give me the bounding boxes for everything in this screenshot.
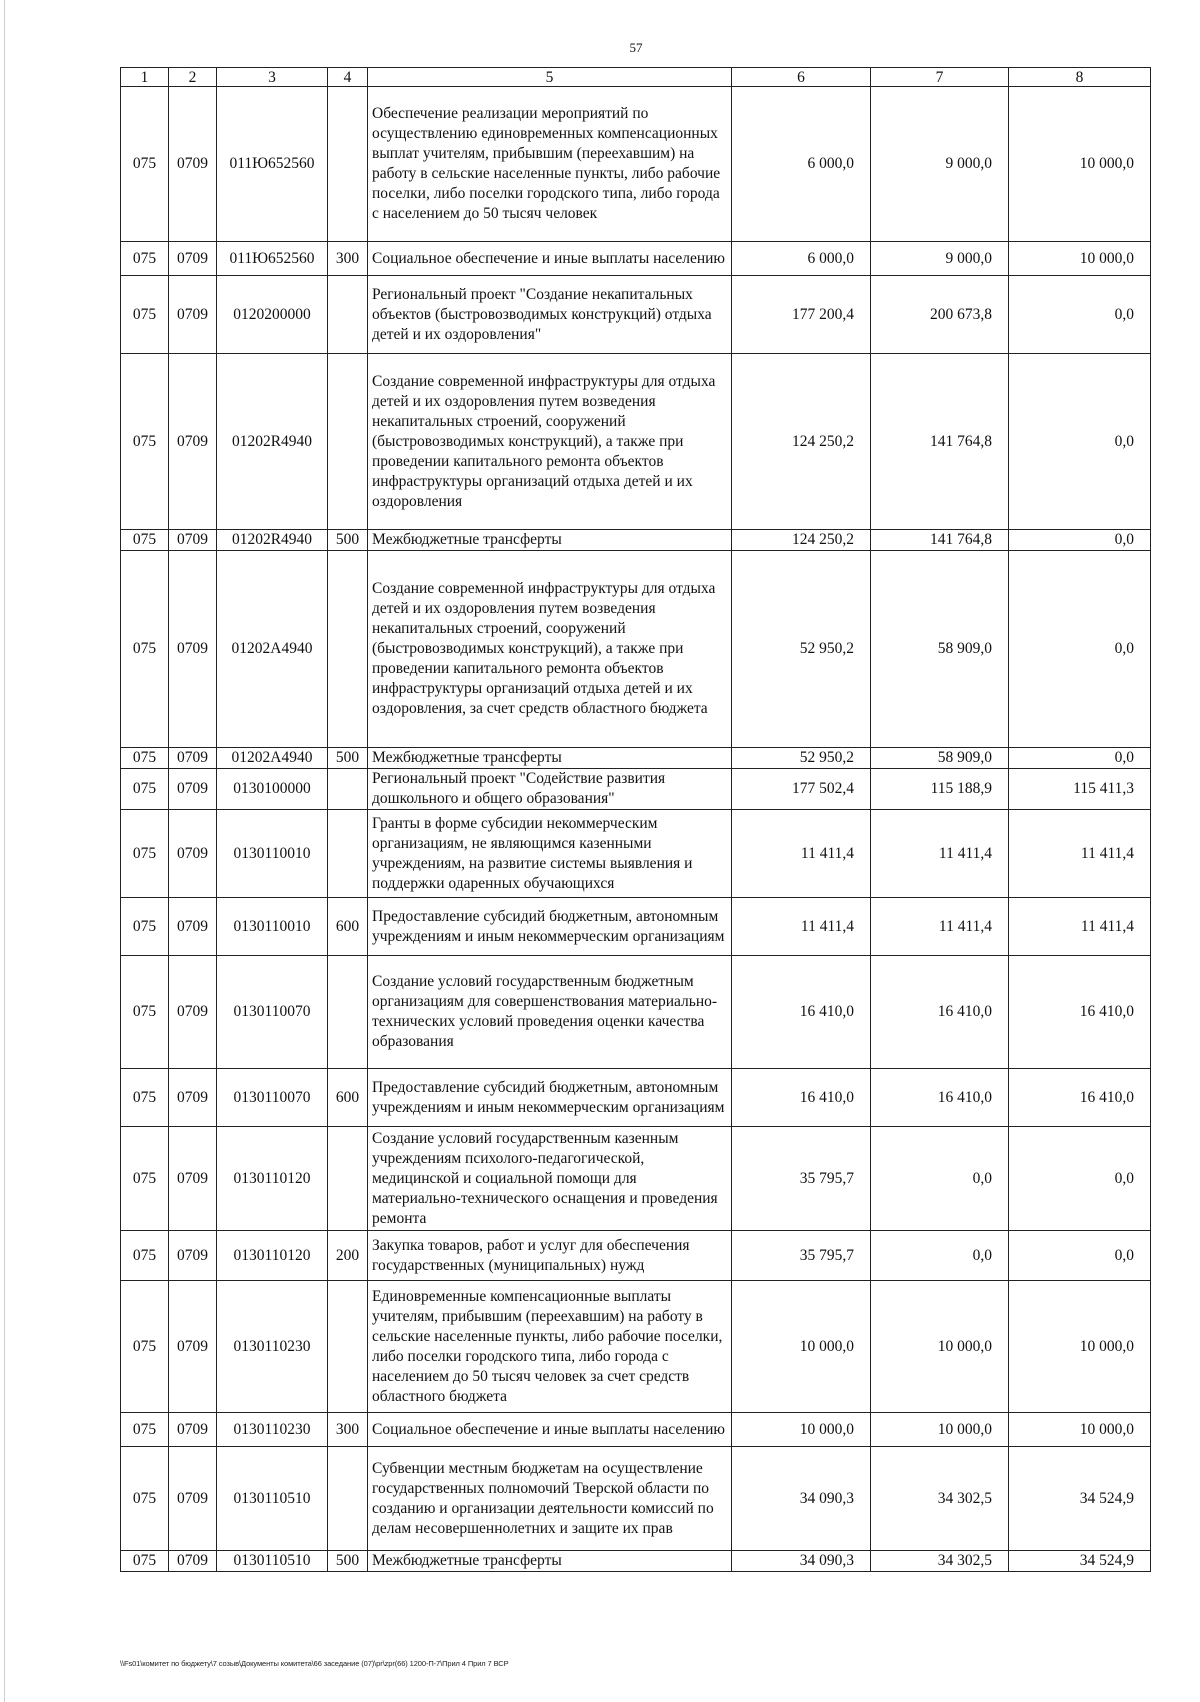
page-number: 57 [629,40,643,55]
cell-kvsr: 075 [121,1551,169,1572]
cell-kvsr: 075 [121,810,169,898]
cell-amount-col8: 115 411,3 [1009,769,1151,810]
cell-expense-type [328,1127,368,1231]
cell-amount-col8: 16 410,0 [1009,956,1151,1069]
budget-allocation-table [120,67,1151,1572]
cell-amount-col7: 9 000,0 [871,242,1009,276]
cell-amount-col6: 6 000,0 [732,87,871,242]
cell-amount-col6: 52 950,2 [732,551,871,748]
cell-amount-col7: 11 411,4 [871,810,1009,898]
cell-amount-col8: 0,0 [1009,276,1151,354]
cell-amount-col8: 0,0 [1009,551,1151,748]
cell-amount-col8: 10 000,0 [1009,1281,1151,1413]
cell-expense-type [328,769,368,810]
cell-expense-type: 600 [328,1069,368,1127]
table-row [121,956,1151,1069]
cell-kvsr: 075 [121,87,169,242]
header-row [121,68,1151,87]
cell-target-article: 01202A4940 [217,748,328,769]
scan-edge-line [4,0,5,1702]
header-cell-2: 2 [169,68,217,87]
cell-kvsr: 075 [121,748,169,769]
cell-target-article: 0130110070 [217,956,328,1069]
cell-amount-col6: 16 410,0 [732,1069,871,1127]
cell-section: 0709 [169,242,217,276]
cell-target-article: 0130110230 [217,1281,328,1413]
cell-amount-col6: 11 411,4 [732,898,871,956]
cell-kvsr: 075 [121,354,169,530]
cell-amount-col8: 0,0 [1009,530,1151,551]
cell-section: 0709 [169,1447,217,1551]
cell-amount-col6: 6 000,0 [732,242,871,276]
cell-amount-col8: 10 000,0 [1009,1413,1151,1447]
cell-target-article: 0120200000 [217,276,328,354]
cell-kvsr: 075 [121,1069,169,1127]
cell-amount-col8: 0,0 [1009,748,1151,769]
header-cell-5: 5 [368,68,732,87]
cell-kvsr: 075 [121,956,169,1069]
cell-section: 0709 [169,1231,217,1281]
cell-amount-col7: 16 410,0 [871,956,1009,1069]
table-row [121,1127,1151,1231]
cell-amount-col7: 11 411,4 [871,898,1009,956]
cell-description: Обеспечение реализации мероприятий по осуществлению единовременных компенсационных выплат учителям, прибывшим (переехавшим) на работу в сельские населенные пункты, либо рабочие поселки, либо поселки городского типа, либо города с населением до 50 тысяч человек [368,87,732,242]
table-row [121,810,1151,898]
table-body [121,87,1151,1572]
cell-amount-col7: 58 909,0 [871,551,1009,748]
cell-amount-col7: 10 000,0 [871,1281,1009,1413]
cell-amount-col6: 35 795,7 [732,1127,871,1231]
cell-amount-col7: 16 410,0 [871,1069,1009,1127]
cell-kvsr: 075 [121,1447,169,1551]
cell-kvsr: 075 [121,551,169,748]
table-row [121,1447,1151,1551]
table-row [121,530,1151,551]
cell-description: Создание современной инфраструктуры для отдыха детей и их оздоровления путем возведения некапитальных строений, сооружений (быстровозводимых конструкций), а также при проведении капитального ремонта объектов инфраструктуры организаций отдыха детей и их оздоровления, за счет средств областного бюджета [368,551,732,748]
cell-amount-col6: 34 090,3 [732,1447,871,1551]
cell-kvsr: 075 [121,769,169,810]
cell-amount-col8: 11 411,4 [1009,810,1151,898]
cell-amount-col6: 10 000,0 [732,1413,871,1447]
cell-target-article: 01202R4940 [217,530,328,551]
cell-amount-col7: 0,0 [871,1231,1009,1281]
cell-target-article: 01202A4940 [217,551,328,748]
cell-expense-type: 300 [328,1413,368,1447]
cell-target-article: 011Ю652560 [217,242,328,276]
cell-description: Единовременные компенсационные выплаты учителям, прибывшим (переехавшим) на работу в сельские населенные пункты, либо рабочие поселки, либо поселки городского типа, либо города с населением до 50 тысяч человек за счет средств областного бюджета [368,1281,732,1413]
cell-expense-type [328,1281,368,1413]
cell-description: Межбюджетные трансферты [368,1551,732,1572]
cell-kvsr: 075 [121,1413,169,1447]
cell-kvsr: 075 [121,1281,169,1413]
cell-section: 0709 [169,87,217,242]
cell-amount-col8: 0,0 [1009,354,1151,530]
table-row [121,1069,1151,1127]
footer-file-path: \\Fs01\комитет по бюджету\7 созыв\Документы комитета\66 заседание (07)\pr\zpr(66) 1200-П-7\Прил 4 Прил 7 ВСР [120,1659,509,1668]
cell-amount-col6: 16 410,0 [732,956,871,1069]
cell-amount-col8: 10 000,0 [1009,87,1151,242]
cell-amount-col6: 10 000,0 [732,1281,871,1413]
cell-amount-col7: 200 673,8 [871,276,1009,354]
table-row [121,1551,1151,1572]
cell-target-article: 0130110010 [217,898,328,956]
cell-kvsr: 075 [121,530,169,551]
cell-amount-col8: 34 524,9 [1009,1551,1151,1572]
cell-amount-col8: 10 000,0 [1009,242,1151,276]
cell-amount-col6: 177 200,4 [732,276,871,354]
cell-target-article: 0130110510 [217,1551,328,1572]
cell-expense-type: 500 [328,530,368,551]
cell-section: 0709 [169,748,217,769]
cell-section: 0709 [169,354,217,530]
cell-description: Предоставление субсидий бюджетным, автономным учреждениям и иным некоммерческим организациям [368,898,732,956]
table-row [121,898,1151,956]
cell-description: Создание современной инфраструктуры для отдыха детей и их оздоровления путем возведения некапитальных строений, сооружений (быстровозводимых конструкций), а также при проведении капитального ремонта объектов инфраструктуры организаций отдыха детей и их оздоровления [368,354,732,530]
table-row [121,551,1151,748]
cell-amount-col7: 141 764,8 [871,530,1009,551]
header-cell-4: 4 [328,68,368,87]
cell-expense-type [328,551,368,748]
table-row [121,354,1151,530]
cell-amount-col6: 35 795,7 [732,1231,871,1281]
cell-section: 0709 [169,1127,217,1231]
cell-expense-type [328,276,368,354]
cell-section: 0709 [169,530,217,551]
cell-expense-type: 300 [328,242,368,276]
cell-expense-type [328,354,368,530]
cell-amount-col6: 52 950,2 [732,748,871,769]
cell-description: Закупка товаров, работ и услуг для обеспечения государственных (муниципальных) нужд [368,1231,732,1281]
cell-amount-col7: 115 188,9 [871,769,1009,810]
table-row [121,1281,1151,1413]
cell-section: 0709 [169,1551,217,1572]
cell-description: Создание условий государственным бюджетным организациям для совершенствования материально-технических условий проведения оценки качества образования [368,956,732,1069]
cell-target-article: 0130110120 [217,1231,328,1281]
cell-amount-col8: 0,0 [1009,1127,1151,1231]
cell-target-article: 0130110070 [217,1069,328,1127]
cell-section: 0709 [169,810,217,898]
cell-amount-col7: 58 909,0 [871,748,1009,769]
cell-amount-col7: 10 000,0 [871,1413,1009,1447]
table-row [121,748,1151,769]
cell-section: 0709 [169,1069,217,1127]
table-row [121,242,1151,276]
cell-amount-col7: 34 302,5 [871,1551,1009,1572]
table-row [121,1231,1151,1281]
cell-description: Субвенции местным бюджетам на осуществление государственных полномочий Тверской области по созданию и организации деятельности комиссий по делам несовершеннолетних и защите их прав [368,1447,732,1551]
cell-amount-col6: 34 090,3 [732,1551,871,1572]
cell-section: 0709 [169,956,217,1069]
cell-section: 0709 [169,898,217,956]
cell-expense-type: 200 [328,1231,368,1281]
cell-description: Межбюджетные трансферты [368,530,732,551]
cell-section: 0709 [169,769,217,810]
cell-expense-type [328,87,368,242]
cell-description: Социальное обеспечение и иные выплаты населению [368,242,732,276]
cell-amount-col7: 141 764,8 [871,354,1009,530]
table-row [121,87,1151,242]
cell-kvsr: 075 [121,898,169,956]
cell-amount-col8: 16 410,0 [1009,1069,1151,1127]
cell-section: 0709 [169,551,217,748]
cell-kvsr: 075 [121,242,169,276]
cell-amount-col6: 124 250,2 [732,354,871,530]
cell-target-article: 01202R4940 [217,354,328,530]
cell-section: 0709 [169,276,217,354]
cell-target-article: 011Ю652560 [217,87,328,242]
cell-amount-col6: 177 502,4 [732,769,871,810]
cell-kvsr: 075 [121,1231,169,1281]
table-row [121,276,1151,354]
cell-expense-type: 500 [328,1551,368,1572]
header-cell-8: 8 [1009,68,1151,87]
cell-description: Межбюджетные трансферты [368,748,732,769]
cell-target-article: 0130110230 [217,1413,328,1447]
cell-target-article: 0130110120 [217,1127,328,1231]
table-row [121,1413,1151,1447]
cell-amount-col7: 9 000,0 [871,87,1009,242]
cell-description: Региональный проект "Содействие развития дошкольного и общего образования" [368,769,732,810]
cell-description: Социальное обеспечение и иные выплаты населению [368,1413,732,1447]
cell-expense-type [328,1447,368,1551]
cell-target-article: 0130110510 [217,1447,328,1551]
cell-description: Создание условий государственным казенным учреждениям психолого-педагогической, медицинской и социальной помощи для материально-технического оснащения и проведения ремонта [368,1127,732,1231]
cell-expense-type: 500 [328,748,368,769]
cell-description: Региональный проект "Создание некапитальных объектов (быстровозводимых конструкций) отдыха детей и их оздоровления" [368,276,732,354]
header-cell-3: 3 [217,68,328,87]
cell-target-article: 0130100000 [217,769,328,810]
cell-amount-col6: 11 411,4 [732,810,871,898]
cell-expense-type: 600 [328,898,368,956]
cell-kvsr: 075 [121,276,169,354]
cell-amount-col8: 34 524,9 [1009,1447,1151,1551]
cell-description: Гранты в форме субсидии некоммерческим организациям, не являющимся казенными учреждениям, на развитие системы выявления и поддержки одаренных обучающихся [368,810,732,898]
header-cell-6: 6 [732,68,871,87]
cell-description: Предоставление субсидий бюджетным, автономным учреждениям и иным некоммерческим организациям [368,1069,732,1127]
cell-target-article: 0130110010 [217,810,328,898]
cell-expense-type [328,810,368,898]
cell-kvsr: 075 [121,1127,169,1231]
cell-section: 0709 [169,1413,217,1447]
cell-amount-col6: 124 250,2 [732,530,871,551]
header-cell-1: 1 [121,68,169,87]
header-cell-7: 7 [871,68,1009,87]
cell-amount-col8: 11 411,4 [1009,898,1151,956]
cell-amount-col7: 34 302,5 [871,1447,1009,1551]
table-row [121,769,1151,810]
cell-expense-type [328,956,368,1069]
cell-amount-col8: 0,0 [1009,1231,1151,1281]
cell-section: 0709 [169,1281,217,1413]
cell-amount-col7: 0,0 [871,1127,1009,1231]
